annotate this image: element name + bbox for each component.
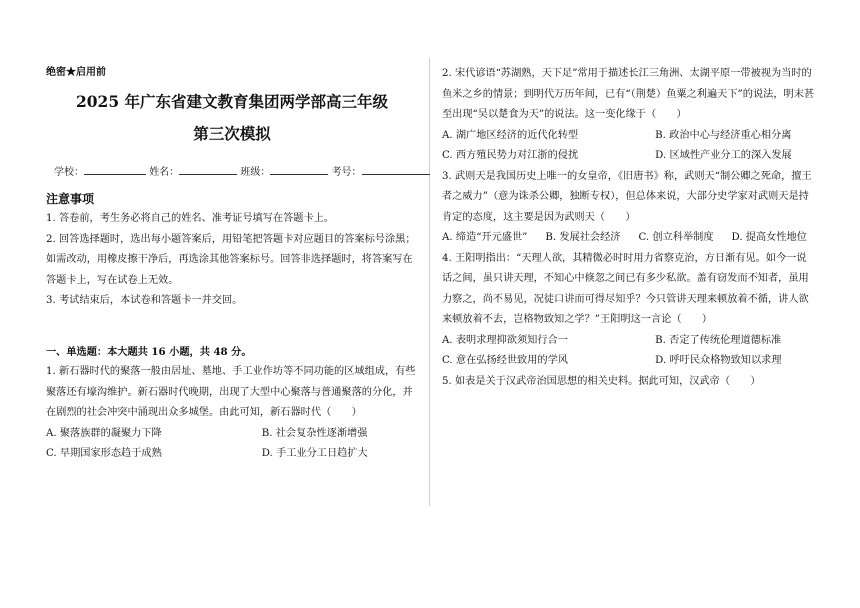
right-column [442, 64, 816, 392]
question-4-options [442, 331, 816, 372]
column-divider [429, 58, 430, 506]
school-field-blank[interactable] [84, 164, 146, 175]
option-a[interactable]: A. 缔造“开元盛世” [442, 232, 528, 243]
question-3-stem: 3. 武则天是我国历史上唯一的女皇帝，《旧唐书》称，武则天“制公卿之死命，擅王者之威力”（意为诛杀公卿，独断专权），但总体来说，大部分史学家对武则天是持肯定的态度，这主要是因为武则天（ ） [442, 170, 812, 223]
examno-field-blank[interactable] [362, 164, 430, 175]
exam-subtitle: 第三次模拟 [193, 124, 271, 143]
class-field-label: 班级： [240, 167, 271, 178]
option-b[interactable]: B. 社会复杂性逐渐增强 [261, 427, 368, 439]
option-d[interactable]: D. 呼吁民众格物致知以求理 [655, 355, 782, 366]
examno-field-label: 考号： [331, 167, 362, 178]
section-heading: 一、单选题：本大题共 16 小题，共 48 分。 [46, 345, 252, 358]
option-b[interactable]: B. 否定了传统伦理道德标准 [655, 334, 782, 346]
option-d[interactable]: D. 手工业分工日趋扩大 [261, 448, 368, 459]
question-1-stem: 1. 新石器时代的聚落一般由居址、墓地、手工业作坊等不同功能的区域组成，有些聚落还有壕沟维护。新石器时代晚期，出现了大型中心聚落与普通聚落的分化，并在剧烈的社会冲突中涌现出众多城堡。由此可知，新石器时代（ ） [46, 366, 416, 418]
option-b[interactable]: B. 政治中心与经济重心相分离 [655, 129, 792, 141]
question-1-options [46, 424, 418, 465]
question-4-stem: 4. 王阳明指出：“天理人欲，其精微必时时用力省察克治，方日渐有见。如今一说话之间，虽只讲天理，不知心中倏忽之间已有多少私欲。盖有窃发而不知者，虽用力察之，尚不易见，况徒口讲而可得尽知乎？今只管讲天理来顿放着不循，讲人欲来顿放着不去，岂格物致知之学？”王阳明这一言论（ ） [442, 252, 809, 325]
option-b[interactable]: B. 发展社会经济 [545, 232, 621, 243]
option-c[interactable]: C. 意在弘扬经世致用的学风 [442, 355, 568, 366]
note-item: 2. 回答选择题时，选出每小题答案后，用铅笔把答题卡对应题目的答案标号涂黑；如需改动，用橡皮擦干净后，再选涂其他答案标号。回答非选择题时，将答案写在答题卡上，写在试卷上无效。 [46, 233, 416, 286]
option-c[interactable]: C. 创立科举制度 [638, 232, 714, 243]
name-field-blank[interactable] [179, 164, 237, 175]
secret-label: 绝密★启用前 [46, 67, 106, 78]
note-item: 3. 考试结束后，本试卷和答题卡一并交回。 [46, 295, 243, 306]
exam-title: 2025 年广东省建文教育集团两学部高三年级 [75, 92, 389, 111]
note-item: 1. 答卷前，考生务必将自己的姓名、准考证号填写在答题卡上。 [46, 213, 335, 224]
left-column [46, 64, 418, 465]
notes-title: 注意事项 [46, 192, 95, 206]
school-field-label: 学校： [54, 167, 84, 178]
option-d[interactable]: D. 区域性产业分工的深入发展 [655, 150, 792, 161]
question-5-stem: 5. 如表是关于汉武帝治国思想的相关史料。据此可知，汉武帝（ ） [442, 375, 761, 387]
option-a[interactable]: A. 表明求理抑欲须知行合一 [442, 334, 568, 346]
option-c[interactable]: C. 早期国家形态趋于成熟 [46, 448, 162, 459]
question-2-stem: 2. 宋代谚语“苏湖熟，天下足”常用于描述长江三角洲、太湖平原一带被视为当时的鱼米之乡的情景；到明代万历年间，已有“（荆楚）鱼粟之利遍天下”的说法，明末甚至出现“吴以楚食为天”的说法。这一变化缘于（ ） [442, 68, 815, 120]
option-d[interactable]: D. 提高女性地位 [731, 232, 807, 243]
option-c[interactable]: C. 西方殖民势力对江浙的侵扰 [442, 150, 579, 161]
student-info-row [46, 164, 418, 181]
option-a[interactable]: A. 湖广地区经济的近代化转型 [442, 129, 579, 141]
question-3-options [442, 228, 816, 249]
name-field-label: 姓名： [149, 167, 180, 178]
option-a[interactable]: A. 聚落族群的凝聚力下降 [46, 427, 162, 439]
class-field-blank[interactable] [270, 164, 328, 175]
question-2-options [442, 126, 816, 167]
